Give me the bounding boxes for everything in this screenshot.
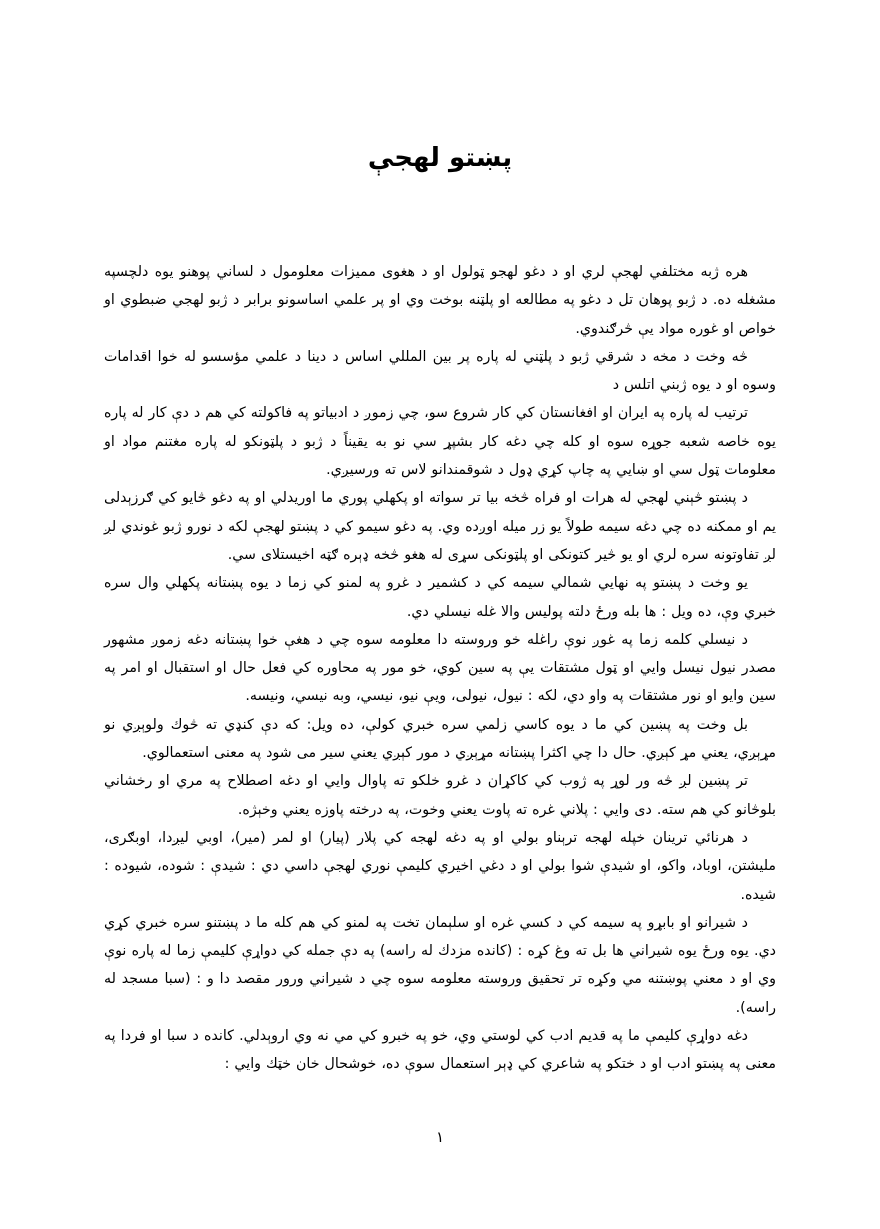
- paragraph: د پښتو څېني لهجي له هرات او فراه څخه بیا تر سواته او پکهلي پوري ما اوریدلي او په دغو څایو کي ګرزېدلی یم او ممکنه ده چي دغه سیمه طولاً یو زر میله اوږده وي. په دغو سیمو کي د پښتو لهجې لکه د نورو ژبو غوندي لږ لږ تفاوتونه سره لري او یو څیر کتونکی او پلټونکی سړی له هغو څخه ډېره ګټه اخیستلای سي.: [104, 490, 776, 563]
- document-body: [104, 258, 776, 1079]
- paragraph: د شیرانو او بابړو په سیمه کي د کسي غره او سلېمان تخت په لمنو کي هم کله ما د پښتنو سره خبري کړي دي. یوه ورځ یوه شیراني ها بل ته وغ کړه : (کانده مزدك له راسه) په دې جمله کي دواړې کلیمې زما له پاره نوې وي او د معني پوښتنه مي وکړه تر تحقیق وروسته معلومه سوه چي د شیراني ورور مقصد دا و : (سبا مسجد له راسه).: [104, 914, 776, 1016]
- paragraph: دغه دواړې کلیمې ما په قدیم ادب کي لوستي وي، خو په خبرو کي مي نه وي اروېدلي. کانده د سبا او فردا په معنی په پښتو ادب او د ختکو په شاعري کي ډېر استعمال سوې ده، خوشحال خان خټك وایي :: [104, 1028, 776, 1073]
- paragraph: یو وخت د پښتو په نهایي شمالي سیمه کي د کشمیر د غرو په لمنو کي زما د یوه پښتانه پکهلي وال سره خبري وې، ده ویل : ها بله ورځ دلته پولیس والا غله نیسلي دي.: [104, 575, 776, 620]
- paragraph: د هرنائي ترینان خپله لهجه ترېناو بولي او په دغه لهجه کي پلار (پیار) او لمر (میر)، اوبي لیږدا، اوبګری، ملیشتن، اوباد، واکو، او شیدې شوا بولي او د دغي اخیري کلیمې نوري لهجې داسي دي : شیدې : شوده، شیوده : شیده.: [104, 829, 776, 903]
- paragraph: د نیسلي کلمه زما په غوږ نوې راغله خو وروسته دا معلومه سوه چي د هغې خوا پښتانه دغه زموږ مشهور مصدر نیول نیسل وایي او ټول مشتقات یې په سین کوي، خو مور په محاوره کي فعل حال او استقبال او امر په سین وایو او نور مشتقات په واو دي، لکه : نیول، نیولی، ویې نیو، نیسي، وبه نیسي، ونیسه.: [104, 631, 776, 705]
- paragraph: هره ژبه مختلفي لهجې لري او د دغو لهجو ټولول او د هغوی ممیزات معلومول د لساني پوهنو یوه دلچسپه مشغله ده. د ژبو پوهان تل د دغو په مطالعه او پلټنه بوخت وي او پر علمي اساسونو برابر د ژبو لهجي ضبطوي او خواص او غوره مواد یې څرګندوي.: [104, 264, 776, 337]
- paragraph: څه وخت د مخه د شرقي ژبو د پلټني له پاره پر بین المللي اساس د دینا د علمي مؤسسو له خوا اقدامات وسوه او د یوه ژبني اتلس د: [104, 348, 776, 394]
- page-number: ١: [435, 1128, 445, 1146]
- paragraph: بل وخت په پښین کي ما د یوه کاسي زلمي سره خبري کولې، ده ویل: که دې کنډي ته څوك ولوېږي نو مړېږي، یعني مړ کېږي. حال دا چي اکثرا پښتانه مړېږي د مور کېږي یعني سیر می شود په معنی استعمالوي.: [104, 716, 776, 762]
- paragraph: ترتیب له پاره په ایران او افغانستان کي کار شروع سو، چي زموږ د ادبیاتو په فاکولته کي هم د دې کار له پاره یوه خاصه شعبه جوړه سوه او کله چي دغه کار بشپړ سي نو به یقیناً د ژبو د پلټونکو له پاره مغتنم مواد او معلومات ټول سي او ښایي په چاپ کړي ډول د شوقمندانو لاس ته ورسیږي.: [104, 405, 776, 479]
- paragraph: تر پښین لږ څه ور لوړ په ژوب کي کاکړان د غرو خلکو ته پاوال وایي او دغه اصطلاح په مري او رخشاني بلوڅانو کي هم سته. دی وایي : پلاني غره ته پاوت یعني وخوت، په درخته پاوزه یعني وخېژه.: [104, 773, 776, 818]
- page-title: پښتو لهجې: [367, 143, 513, 173]
